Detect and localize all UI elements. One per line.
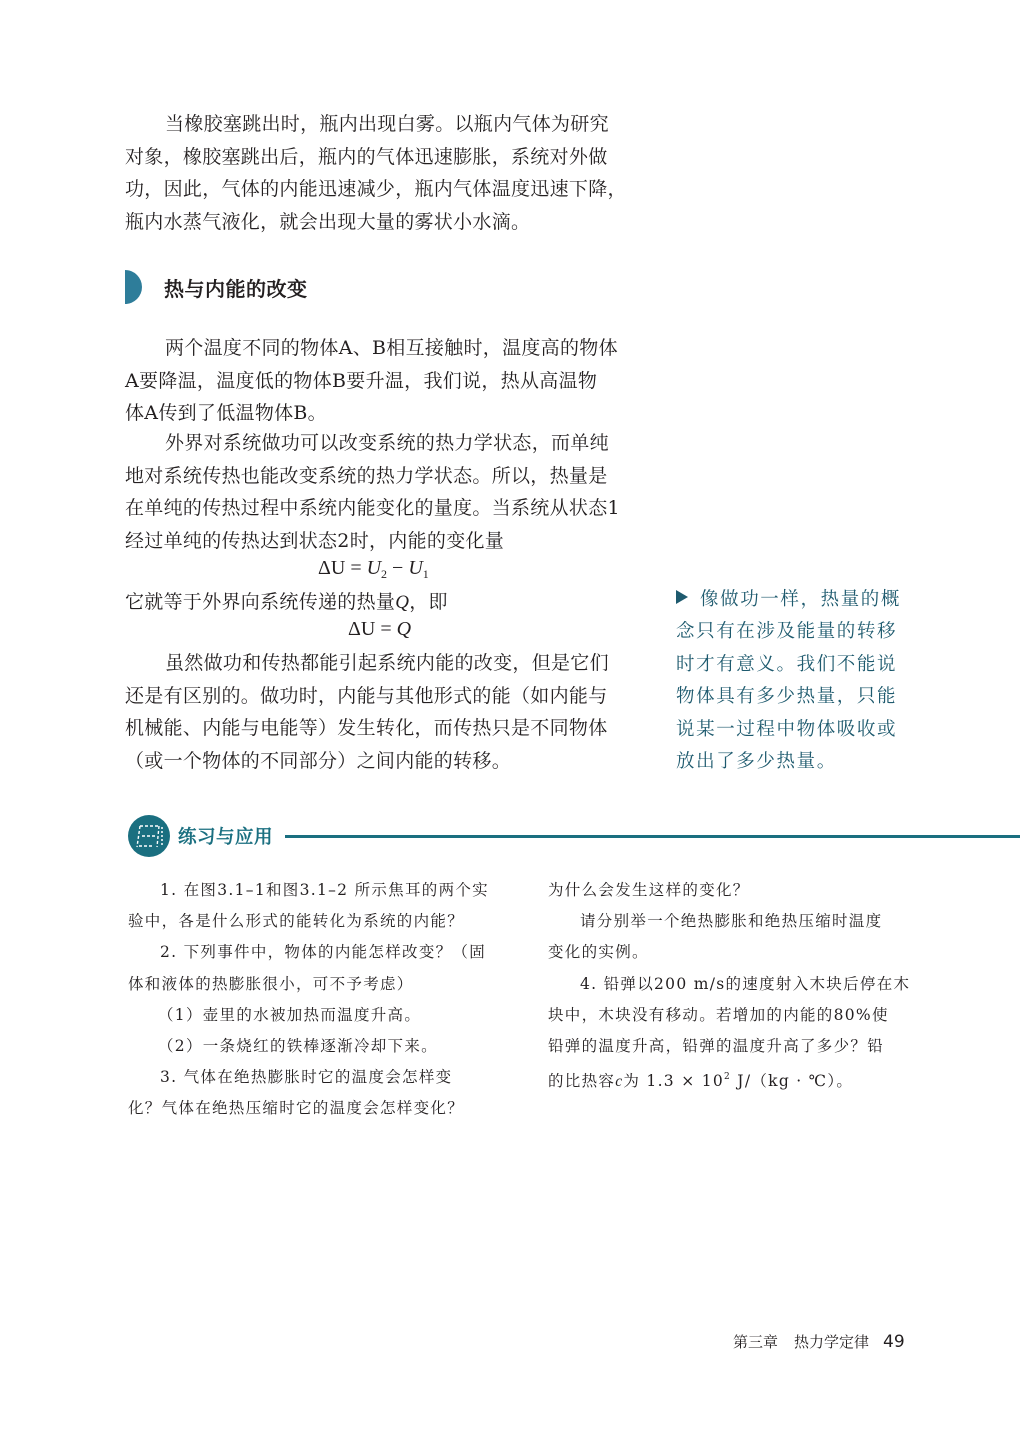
exercise-line: 为什么会发生这样的变化？ — [548, 881, 750, 899]
text-line: 两个温度不同的物体A、B相互接触时，温度高的物体 — [165, 337, 618, 359]
page-footer — [733, 1331, 905, 1352]
text-line: 瓶内水蒸气液化，就会出现大量的雾状小水滴。 — [125, 210, 531, 233]
chapter-label: 第三章 — [733, 1333, 779, 1351]
text-line: 在单纯的传热过程中系统内能变化的量度。当系统从状态1 — [125, 497, 620, 519]
text-line: 体A传到了低温物体B。 — [125, 402, 327, 424]
triangle-bullet-icon — [676, 590, 688, 604]
paragraph-work-vs-heat — [125, 647, 640, 777]
formula-u1-sub: 1 — [422, 567, 429, 581]
paragraph-heat-definition — [125, 427, 640, 557]
text-line: 放出了多少热量。 — [676, 751, 837, 773]
exercise-line: 4. 铅弹以200 m/s的速度射入木块后停在木 — [580, 974, 911, 993]
formula-lhs: ΔU — [318, 557, 346, 579]
exercises-title: 练习与应用 — [178, 827, 274, 848]
text-line: 说某一过程中物体吸收或 — [676, 718, 898, 740]
formula-equals: = — [350, 557, 362, 579]
formula-u1: U — [408, 557, 423, 579]
exercise-line: 块中，木块没有移动。若增加的内能的80%使 — [548, 1005, 889, 1024]
exercise-line: 验中，各是什么形式的能转化为系统的内能？ — [128, 912, 465, 931]
text-line: 地对系统传热也能改变系统的热力学状态。所以，热量是 — [125, 464, 608, 487]
text-line: 外界对系统做功可以改变系统的热力学状态，而单纯 — [165, 432, 609, 454]
var-c: c — [615, 1073, 624, 1091]
paragraph-equals-heat — [125, 586, 640, 620]
text-segment: 像做功一样，热量的概 — [700, 589, 902, 610]
formula-equals: = — [380, 618, 392, 640]
text-line: 时才有意义。我们不能说 — [676, 653, 898, 675]
text-line: 功，因此，气体的内能迅速减少，瓶内气体温度迅速下降， — [125, 178, 627, 200]
section-title: 热与内能的改变 — [164, 276, 308, 301]
text-segment: 它就等于外界向系统传递的热量 — [125, 591, 396, 613]
text-line: 还是有区别的。做功时，内能与其他形式的能（如内能与 — [125, 684, 608, 707]
text-line — [676, 584, 916, 616]
text-segment: 的比热容 — [548, 1072, 616, 1091]
text-segment: J/（kg · ℃）。 — [731, 1072, 854, 1091]
paragraph-heat-transfer — [125, 332, 640, 430]
exercise-line: 3. 气体在绝热膨胀时它的温度会怎样变 — [160, 1068, 453, 1087]
formula-lhs: ΔU — [348, 618, 376, 640]
section-heading — [125, 270, 308, 304]
exercise-line: 体和液体的热膨胀很小，可不予考虑） — [128, 974, 414, 993]
text-line: 机械能、内能与电能等）发生转化，而传热只是不同物体 — [125, 717, 608, 739]
formula-minus: − — [392, 557, 404, 579]
exercises-heading — [128, 815, 1020, 857]
text-segment: 为 1.3 × 10 — [623, 1072, 725, 1091]
exercises-left-column — [128, 875, 500, 1125]
formula-delta-u-equals-q — [348, 618, 411, 641]
formula-u2-sub: 2 — [381, 567, 388, 581]
exercise-line: 2. 下列事件中，物体的内能怎样改变？（固 — [160, 943, 487, 962]
text-line: A要降温，温度低的物体B要升温，我们说，热从高温物 — [125, 369, 598, 392]
page-number: 49 — [883, 1332, 905, 1352]
text-segment: ，即 — [409, 591, 448, 613]
exercises-right-column — [548, 875, 910, 1097]
text-line: 念只有在涉及能量的转移 — [676, 621, 898, 643]
text-line: 经过单纯的传热达到状态2时，内能的变化量 — [125, 529, 505, 552]
var-q: Q — [395, 592, 410, 613]
exercise-line — [548, 1062, 910, 1097]
half-disc-marker-icon — [125, 270, 142, 304]
formula-delta-u — [318, 557, 429, 582]
exercise-line: （1）壶里的水被加热而温度升高。 — [158, 1005, 422, 1024]
exercise-line: 变化的实例。 — [548, 943, 649, 962]
text-line: 对象，橡胶塞跳出后，瓶内的气体迅速膨胀，系统对外做 — [125, 145, 608, 168]
formula-u2: U — [366, 557, 382, 579]
text-line: 物体具有多少热量，只能 — [676, 686, 898, 708]
exponent: 2 — [724, 1072, 732, 1083]
text-line: 当橡胶塞跳出时，瓶内出现白雾。以瓶内气体为研究 — [165, 113, 609, 135]
exercise-line: （2）一条烧红的铁棒逐渐冷却下来。 — [158, 1037, 438, 1056]
intro-paragraph — [125, 108, 640, 238]
formula-rhs: Q — [396, 618, 412, 640]
text-line — [125, 586, 640, 620]
exercise-line: 化？气体在绝热压缩时它的温度会怎样变化？ — [128, 1099, 465, 1118]
exercise-line: 1. 在图3.1–1和图3.1–2 所示焦耳的两个实 — [160, 881, 489, 899]
chapter-title: 热力学定律 — [794, 1333, 870, 1351]
text-line: 虽然做功和传热都能引起系统内能的改变，但是它们 — [165, 652, 609, 674]
divider-line — [285, 835, 1020, 838]
exercise-line: 请分别举一个绝热膨胀和绝热压缩时温度 — [580, 912, 883, 931]
text-line: （或一个物体的不同部分）之间内能的转移。 — [125, 749, 512, 772]
exercise-notebook-icon — [128, 815, 170, 857]
exercise-line: 铅弹的温度升高，铅弹的温度升高了多少？铅 — [548, 1037, 885, 1056]
margin-note — [676, 584, 916, 778]
